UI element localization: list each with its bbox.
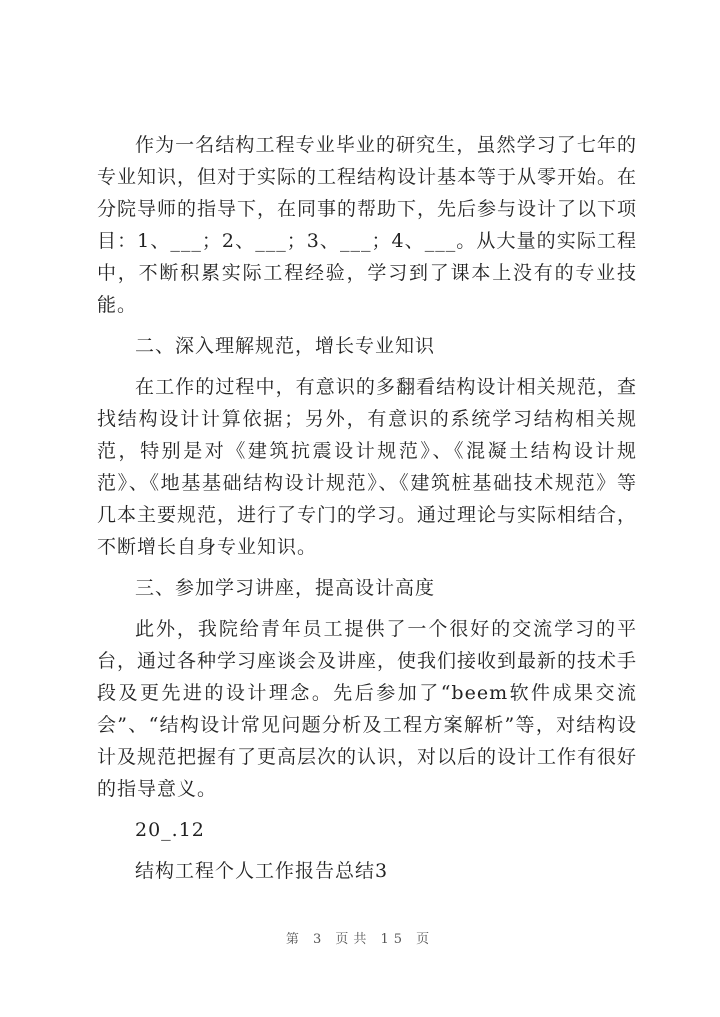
- paragraph-projects: 作为一名结构工程专业毕业的研究生，虽然学习了七年的专业知识，但对于实际的工程结构设计基本等于从零开始。在分院导师的指导下，在同事的帮助下，先后参与设计了以下项目：1、___；2、___；3、___；4、___。从大量的实际工程中，不断积累实际工程经验，学习到了课本上没有的专业技能。: [97, 134, 638, 316]
- paragraph-standards: 在工作的过程中，有意识的多翻看结构设计相关规范，查找结构设计计算依据；另外，有意识的系统学习结构相关规范，特别是对《建筑抗震设计规范》、《混凝土结构设计规范》、《地基基础结构设计规范》、《建筑桩基础技术规范》等几本主要规范，进行了专门的学习。通过理论与实际相结合，不断增长自身专业知识。: [97, 376, 638, 558]
- date-line: 20_.12: [135, 819, 205, 841]
- next-report-title: 结构工程个人工作报告总结3: [135, 860, 389, 882]
- section-heading-2: 二、深入理解规范，增长专业知识: [135, 335, 436, 357]
- document-body: [97, 129, 637, 896]
- paragraph-lectures: 此外，我院给青年员工提供了一个很好的交流学习的平台，通过各种学习座谈会及讲座，使我们接收到最新的技术手段及更先进的设计理念。先后参加了“beem软件成果交流会”、“结构设计常见问题分析及工程方案解析”等，对结构设计及规范把握有了更高层次的认识，对以后的设计工作有很好的指导意义。: [97, 618, 638, 800]
- section-heading-3: 三、参加学习讲座，提高设计高度: [135, 577, 436, 599]
- page-number-footer: 第 3 页共 15 页: [285, 932, 435, 947]
